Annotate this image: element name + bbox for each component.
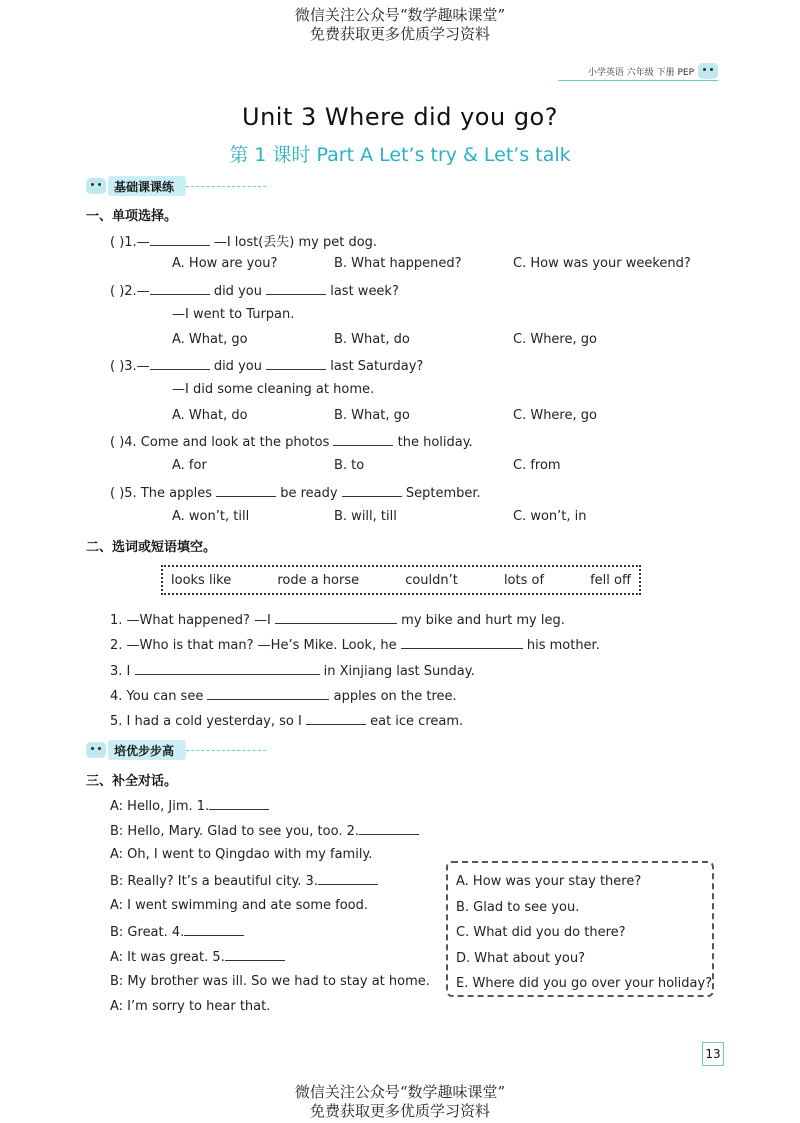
dialogue-line-9: A: I’m sorry to hear that.: [110, 999, 271, 1014]
part1-heading: 一、单项选择。: [86, 209, 178, 224]
sentence-text: 1. —What happened? —I: [110, 613, 276, 628]
bear-icon: [698, 63, 718, 79]
answer-blank[interactable]: [306, 712, 366, 725]
q5-text-end: September.: [401, 486, 481, 501]
q2-number: ( )2.—: [110, 284, 150, 299]
word-bank-item: couldn’t: [405, 572, 458, 588]
q2-text: did you: [209, 284, 267, 299]
dialogue-line-4: [110, 872, 378, 889]
sentence-text: 5. I had a cold yesterday, so I: [110, 714, 306, 729]
dialogue-line-5: A: I went swimming and ate some food.: [110, 898, 368, 913]
answer-blank[interactable]: [225, 948, 285, 961]
q3-text-end: last Saturday?: [326, 359, 424, 374]
q1-number: ( )1.—: [110, 235, 150, 250]
q4-text-end: the holiday.: [393, 435, 473, 450]
answer-blank[interactable]: [333, 433, 393, 446]
dialogue-line-2: [110, 822, 419, 839]
q5-option-a: A. won’t, till: [172, 509, 250, 524]
q4-option-a: A. for: [172, 458, 207, 473]
q3-stem: [110, 357, 423, 374]
sentence-text-end: eat ice cream.: [365, 714, 464, 729]
q3-option-c: C. Where, go: [513, 408, 597, 423]
answer-blank[interactable]: [266, 282, 326, 295]
q1-text: —I lost(丢失) my pet dog.: [209, 235, 378, 250]
q5-option-c: C. won’t, in: [513, 509, 587, 524]
answer-blank[interactable]: [184, 923, 244, 936]
dialogue-text: B: Great. 4.: [110, 925, 185, 940]
q4-number: ( )4. Come and look at the photos: [110, 435, 334, 450]
q5-text: be ready: [276, 486, 342, 501]
fill-sentence-3: [110, 662, 475, 679]
dialogue-text: A: Hello, Jim. 1.: [110, 799, 210, 814]
q4-stem: [110, 433, 473, 450]
q5-option-b: B. will, till: [334, 509, 397, 524]
sentence-text: 3. I: [110, 664, 135, 679]
fill-sentence-5: [110, 712, 463, 729]
page-title: Unit 3 Where did you go?: [242, 103, 558, 131]
answer-blank[interactable]: [150, 357, 210, 370]
dialogue-line-3: A: Oh, I went to Qingdao with my family.: [110, 847, 373, 862]
answer-blank[interactable]: [150, 282, 210, 295]
q2-option-c: C. Where, go: [513, 332, 597, 347]
word-bank: [161, 565, 641, 595]
fill-sentence-4: [110, 687, 457, 704]
section-tag-label: 培优步步高: [108, 740, 186, 760]
sentence-text-end: his mother.: [522, 638, 600, 653]
bear-icon: [86, 742, 106, 758]
sentence-text: 2. —Who is that man? —He’s Mike. Look, he: [110, 638, 401, 653]
dialogue-text: A: It was great. 5.: [110, 950, 225, 965]
dialogue-text: B: Really? It’s a beautiful city. 3.: [110, 874, 318, 889]
q2-option-b: B. What, do: [334, 332, 410, 347]
q1-option-a: A. How are you?: [172, 256, 278, 271]
word-bank-item: looks like: [171, 572, 232, 588]
part2-heading: 二、选词或短语填空。: [86, 540, 217, 555]
choice-item: A. How was your stay there?: [456, 874, 642, 889]
watermark-line2: 免费获取更多优质学习资料: [309, 25, 490, 43]
sentence-text-end: apples on the tree.: [329, 689, 457, 704]
q4-option-c: C. from: [513, 458, 561, 473]
answer-blank[interactable]: [318, 872, 378, 885]
choice-item: C. What did you do there?: [456, 925, 626, 940]
header-badge-text: 小学英语 六年级 下册 PEP: [587, 67, 694, 78]
q3-option-b: B. What, go: [334, 408, 410, 423]
q1-option-b: B. What happened?: [334, 256, 462, 271]
part3-heading: 三、补全对话。: [86, 774, 178, 789]
q3-option-a: A. What, do: [172, 408, 248, 423]
answer-blank[interactable]: [209, 797, 269, 810]
answer-blank[interactable]: [216, 484, 276, 497]
bear-icon: [86, 178, 106, 194]
q4-option-b: B. to: [334, 458, 365, 473]
fill-sentence-1: [110, 611, 565, 628]
dialogue-line-7: [110, 948, 285, 965]
q5-number: ( )5. The apples: [110, 486, 217, 501]
sentence-text-end: my bike and hurt my leg.: [397, 613, 565, 628]
header-badge: [558, 62, 718, 81]
choice-item: D. What about you?: [456, 950, 585, 966]
sentence-text-end: in Xinjiang last Sunday.: [319, 664, 475, 679]
watermark-line2: 免费获取更多优质学习资料: [309, 1102, 490, 1120]
answer-blank[interactable]: [266, 357, 326, 370]
q1-stem: [110, 231, 377, 250]
answer-blank[interactable]: [150, 233, 210, 246]
q2-text-end: last week?: [326, 284, 399, 299]
dialogue-line-8: B: My brother was ill. So we had to stay at home.: [110, 974, 430, 989]
watermark-line1: 微信关注公众号“数学趣味课堂”: [294, 1083, 506, 1101]
watermark-top: [0, 6, 800, 44]
answer-blank[interactable]: [401, 636, 523, 649]
sentence-text: 4. You can see: [110, 689, 208, 704]
answer-blank[interactable]: [342, 484, 402, 497]
q5-stem: [110, 484, 481, 501]
q3-reply: —I did some cleaning at home.: [172, 382, 375, 397]
word-bank-item: lots of: [503, 572, 545, 588]
q1-option-c: C. How was your weekend?: [513, 256, 691, 271]
dialogue-line-1: [110, 797, 269, 814]
dialogue-text: B: Hello, Mary. Glad to see you, too. 2.: [110, 824, 359, 839]
word-bank-item: rode a horse: [277, 572, 360, 588]
answer-blank[interactable]: [275, 611, 397, 624]
answer-blank[interactable]: [135, 662, 320, 675]
q2-reply: —I went to Turpan.: [172, 307, 295, 322]
page-subtitle: 第 1 课时 Part A Let’s try & Let’s talk: [229, 144, 571, 166]
q3-number: ( )3.—: [110, 359, 150, 374]
watermark-bottom: [0, 1083, 800, 1121]
section-tag-label: 基础课课练: [108, 176, 186, 196]
word-bank-item: fell off: [590, 572, 631, 588]
q2-option-a: A. What, go: [172, 332, 248, 347]
choice-item: E. Where did you go over your holiday?: [456, 976, 713, 991]
section-tag-advanced: [86, 740, 266, 760]
page-number: 13: [702, 1042, 724, 1066]
answer-blank[interactable]: [207, 687, 329, 700]
watermark-line1: 微信关注公众号“数学趣味课堂”: [294, 6, 506, 24]
divider: [186, 186, 266, 187]
q3-text: did you: [209, 359, 267, 374]
section-tag-basic: [86, 176, 266, 196]
divider: [186, 750, 266, 751]
answer-blank[interactable]: [359, 822, 419, 835]
fill-sentence-2: [110, 636, 600, 653]
dialogue-choices-box: [446, 861, 714, 997]
q2-stem: [110, 282, 399, 299]
dialogue-line-6: [110, 923, 244, 940]
choice-item: B. Glad to see you.: [456, 899, 580, 915]
